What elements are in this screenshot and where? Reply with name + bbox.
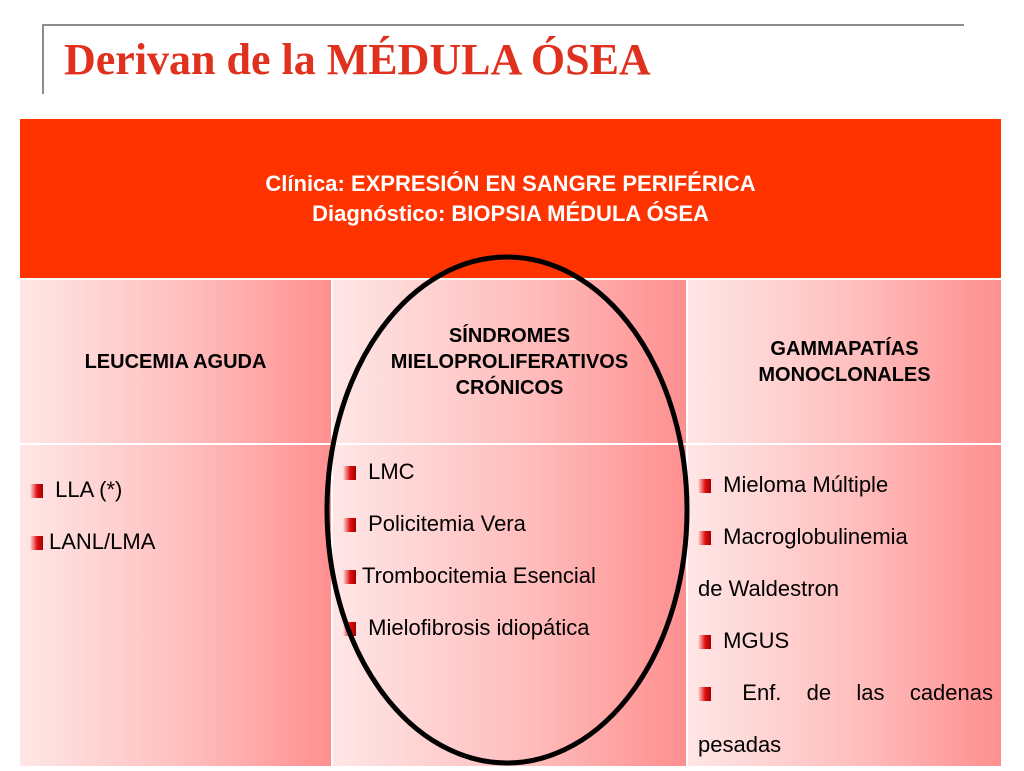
square-bullet-icon bbox=[343, 622, 356, 636]
square-bullet-icon bbox=[343, 570, 356, 584]
list-item: Mielofibrosis idiopática bbox=[343, 615, 678, 641]
list-item: Policitemia Vera bbox=[343, 511, 678, 537]
list-gammapatias-monoclonales bbox=[688, 445, 1003, 768]
square-bullet-icon bbox=[343, 518, 356, 532]
header-diagnostico: Diagnóstico: BIOPSIA MÉDULA ÓSEA bbox=[312, 200, 709, 226]
heading-line: GAMMAPATÍAS bbox=[770, 337, 919, 360]
square-bullet-icon bbox=[30, 484, 43, 498]
table-header bbox=[20, 119, 1003, 280]
heading-line: LEUCEMIA AGUDA bbox=[84, 350, 267, 373]
title-side-rule bbox=[42, 24, 44, 94]
list-sindromes-mieloproliferativos bbox=[333, 445, 688, 768]
list-item: Mieloma Múltiple bbox=[698, 459, 993, 511]
list-leucemia-aguda bbox=[20, 445, 333, 768]
square-bullet-icon bbox=[698, 635, 711, 649]
title-top-rule bbox=[42, 24, 964, 26]
heading-line: MONOCLONALES bbox=[758, 363, 931, 386]
list-item-continuation: pesadas bbox=[698, 732, 782, 757]
heading-line: MIELOPROLIFERATIVOS bbox=[390, 350, 629, 373]
list-item: LLA (*) bbox=[30, 477, 323, 503]
square-bullet-icon bbox=[30, 536, 43, 550]
list-item: MGUS bbox=[698, 615, 993, 667]
square-bullet-icon bbox=[698, 531, 711, 545]
square-bullet-icon bbox=[698, 687, 711, 701]
heading-line: SÍNDROMES bbox=[448, 324, 571, 347]
list-item: LANL/LMA bbox=[30, 529, 323, 555]
list-item: Trombocitemia Esencial bbox=[343, 563, 678, 589]
heading-line: CRÓNICOS bbox=[455, 376, 564, 399]
list-item-continuation: de Waldestron bbox=[698, 576, 840, 601]
square-bullet-icon bbox=[698, 479, 711, 493]
heading-leucemia-aguda bbox=[20, 280, 333, 445]
heading-gammapatias-monoclonales bbox=[688, 280, 1003, 445]
heading-sindromes-mieloproliferativos bbox=[333, 280, 688, 445]
header-clinica: Clínica: EXPRESIÓN EN SANGRE PERIFÉRICA bbox=[265, 170, 756, 196]
list-item: LMC bbox=[343, 459, 678, 485]
classification-table bbox=[20, 119, 1003, 768]
list-item: Macroglobulinemia bbox=[698, 511, 993, 563]
list-item: Enf. de las cadenas bbox=[698, 667, 993, 719]
square-bullet-icon bbox=[343, 466, 356, 480]
slide-title: Derivan de la MÉDULA ÓSEA bbox=[64, 35, 651, 84]
